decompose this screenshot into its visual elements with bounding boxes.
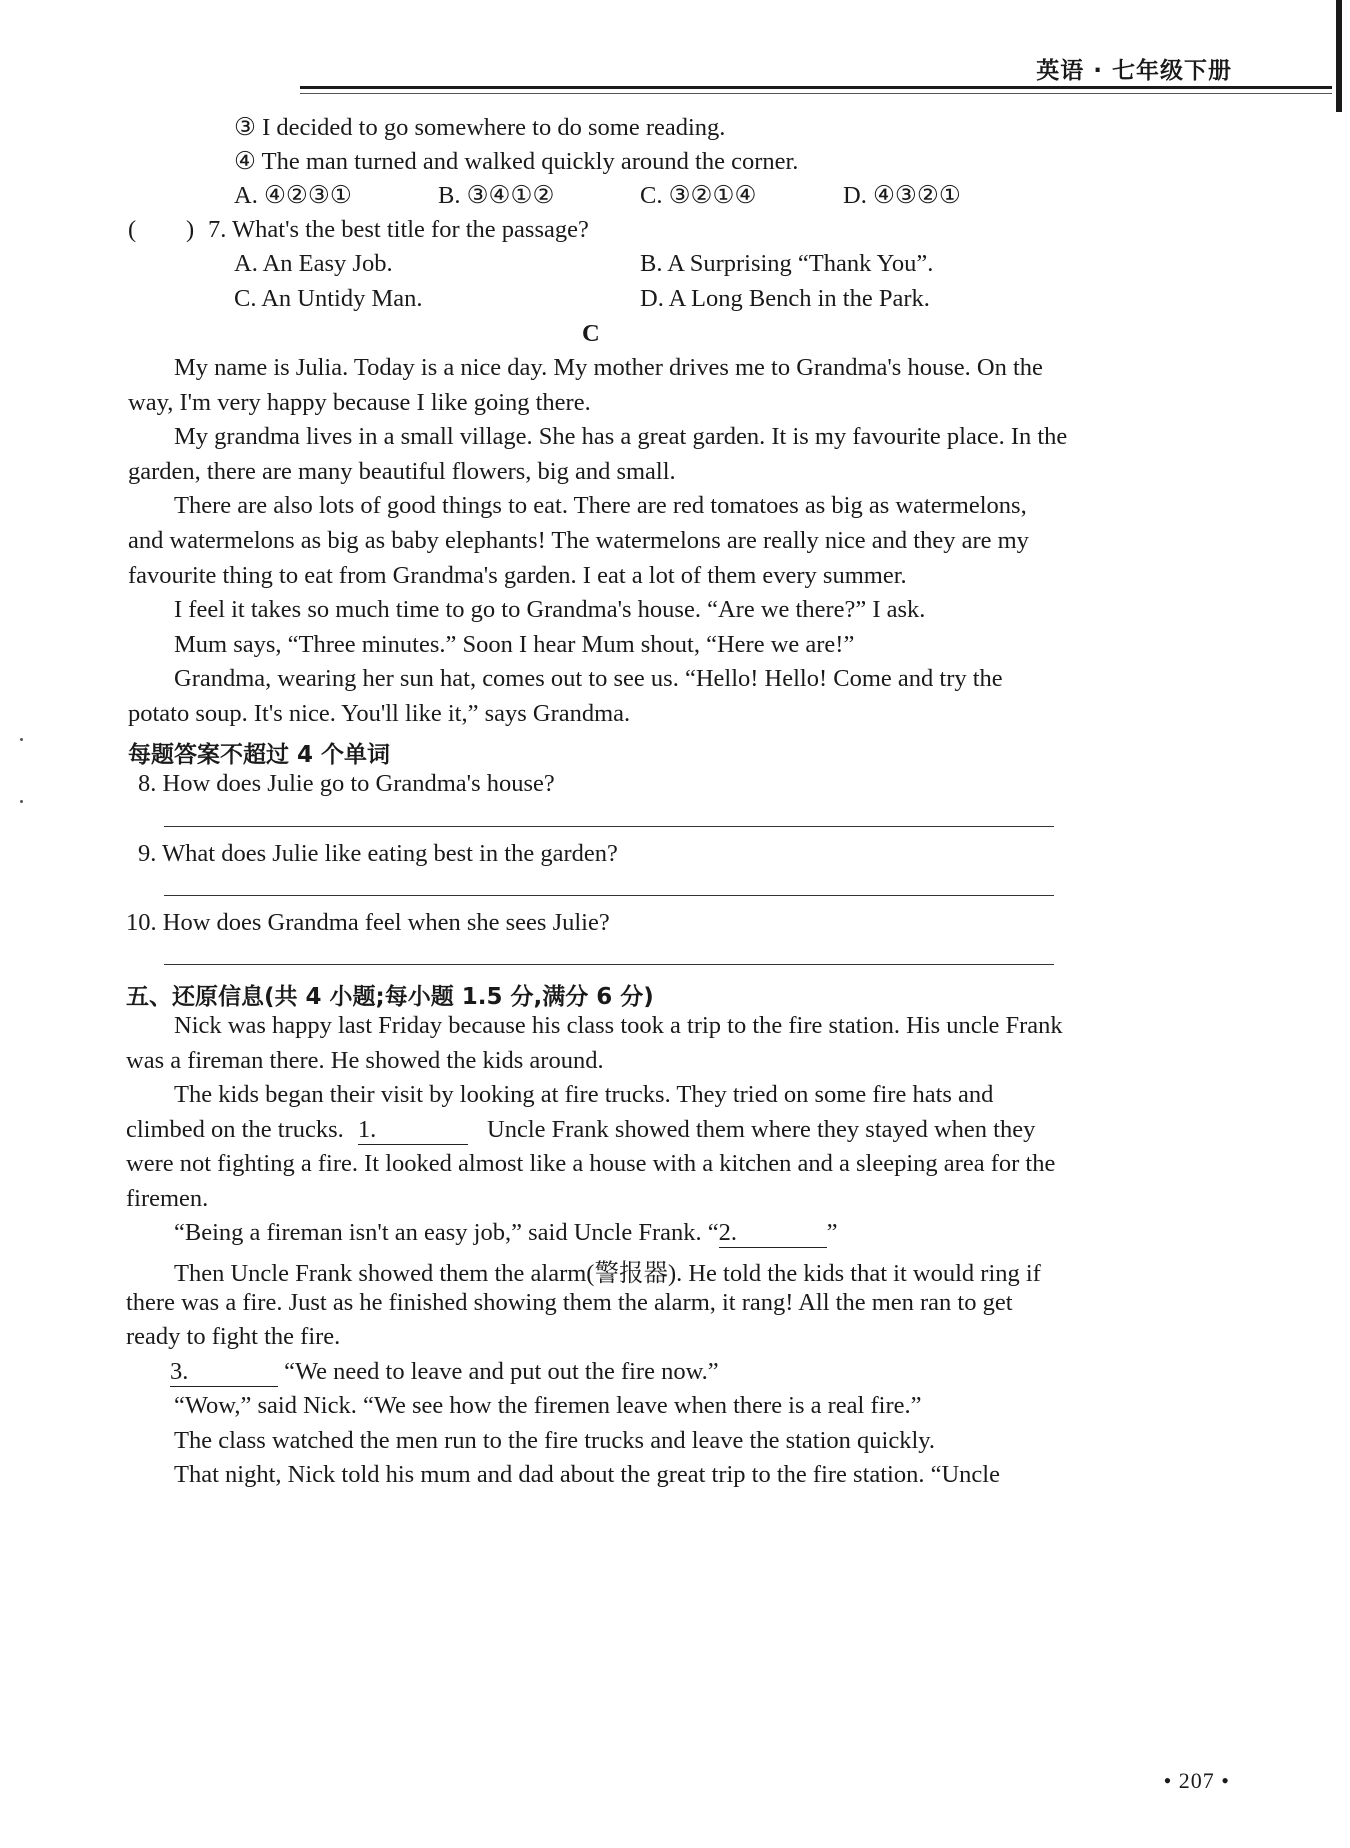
passage-label: C: [582, 320, 600, 347]
blank-3[interactable]: [170, 1358, 278, 1387]
passage-line: were not fighting a fire. It looked almost like a house with a kitchen and a sleeping area for the: [126, 1150, 1056, 1177]
answer-line-10[interactable]: [164, 964, 1054, 965]
q6-option-b: B. ③④①②: [438, 182, 555, 209]
passage-line: That night, Nick told his mum and dad about the great trip to the fire station. “Uncle: [174, 1461, 1000, 1488]
passage-line: “Wow,” said Nick. “We see how the firemen leave when there is a real fire.”: [174, 1392, 922, 1419]
passage-line: there was a fire. Just as he finished showing them the alarm, it rang! All the men ran to get: [126, 1289, 1013, 1316]
passage-line: favourite thing to eat from Grandma's garden. I eat a lot of them every summer.: [128, 562, 907, 589]
answer-line-8[interactable]: [164, 826, 1054, 827]
answer-paren-close: ): [186, 216, 195, 243]
passage-line: ready to fight the fire.: [126, 1323, 341, 1350]
passage-line: firemen.: [126, 1185, 209, 1212]
q7-option-d: D. A Long Bench in the Park.: [640, 285, 930, 312]
blank-3-label: 3.: [170, 1358, 189, 1385]
passage-line: Nick was happy last Friday because his class took a trip to the fire station. His uncle Frank: [174, 1012, 1063, 1039]
q7-option-a: A. An Easy Job.: [234, 250, 393, 277]
question-9: 9. What does Julie like eating best in the garden?: [138, 840, 618, 867]
passage-line: [170, 1358, 719, 1387]
passage-line: I feel it takes so much time to go to Grandma's house. “Are we there?” I ask.: [174, 596, 926, 623]
section-heading: 五、还原信息(共 4 小题;每小题 1.5 分,满分 6 分): [126, 984, 654, 1010]
answer-instruction: 每题答案不超过 4 个单词: [128, 742, 391, 768]
q7-option-c: C. An Untidy Man.: [234, 285, 423, 312]
passage-line: and watermelons as big as baby elephants! The watermelons are really nice and they are my: [128, 527, 1029, 554]
header-title: 英语 · 七年级下册: [1036, 58, 1232, 84]
q7-stem: 7. What's the best title for the passage?: [208, 216, 589, 243]
page-number: • 207 •: [1163, 1768, 1230, 1793]
blank-1[interactable]: [358, 1116, 468, 1145]
passage-line: Uncle Frank showed them where they stayed when they: [487, 1116, 1036, 1143]
passage-line: Grandma, wearing her sun hat, comes out to see us. “Hello! Hello! Come and try the: [174, 665, 1003, 692]
passage-line: The kids began their visit by looking at fire trucks. They tried on some fire hats and: [174, 1081, 994, 1108]
q7-option-b: B. A Surprising “Thank You”.: [640, 250, 934, 277]
passage-line: The class watched the men run to the fire trucks and leave the station quickly.: [174, 1427, 936, 1454]
passage-text: “Being a fireman isn't an easy job,” said Uncle Frank. “: [174, 1219, 719, 1246]
q6-item-3: ③ I decided to go somewhere to do some reading.: [234, 114, 726, 141]
blank-1-label: 1.: [357, 1116, 377, 1143]
passage-text: “We need to leave and put out the fire now.”: [284, 1358, 719, 1385]
q6-option-a: A. ④②③①: [234, 182, 352, 209]
passage-text: climbed on the trucks.: [126, 1116, 344, 1143]
question-10: 10. How does Grandma feel when she sees Julie?: [126, 909, 610, 936]
question-8: 8. How does Julie go to Grandma's house?: [138, 770, 555, 797]
passage-line: [126, 1116, 468, 1145]
passage-line: Then Uncle Frank showed them the alarm(警报器). He told the kids that it would ring if: [174, 1260, 1041, 1287]
header-rule: [300, 86, 1332, 89]
header-rule-thin: [300, 93, 1332, 94]
blank-2[interactable]: [719, 1219, 827, 1248]
page-edge-bar: [1336, 0, 1342, 112]
passage-line: was a fireman there. He showed the kids around.: [126, 1047, 604, 1074]
margin-speck: [20, 800, 23, 803]
closing-quote: ”: [826, 1219, 838, 1246]
passage-line: My name is Julia. Today is a nice day. My mother drives me to Grandma's house. On the: [174, 354, 1043, 381]
passage-line: My grandma lives in a small village. She has a great garden. It is my favourite place. In the: [174, 423, 1068, 450]
passage-line: Mum says, “Three minutes.” Soon I hear Mum shout, “Here we are!”: [174, 631, 855, 658]
passage-line: potato soup. It's nice. You'll like it,” says Grandma.: [128, 700, 631, 727]
answer-line-9[interactable]: [164, 895, 1054, 896]
answer-paren-open: (: [128, 216, 137, 243]
passage-line: [174, 1219, 837, 1248]
q6-option-d: D. ④③②①: [843, 182, 961, 209]
blank-2-label: 2.: [718, 1219, 737, 1246]
q6-item-4: ④ The man turned and walked quickly around the corner.: [234, 148, 799, 175]
passage-line: There are also lots of good things to eat. There are red tomatoes as big as watermelons,: [174, 492, 1027, 519]
passage-line: way, I'm very happy because I like going there.: [128, 389, 591, 416]
q6-option-c: C. ③②①④: [640, 182, 757, 209]
margin-speck: [20, 738, 23, 741]
passage-line: garden, there are many beautiful flowers, big and small.: [128, 458, 676, 485]
